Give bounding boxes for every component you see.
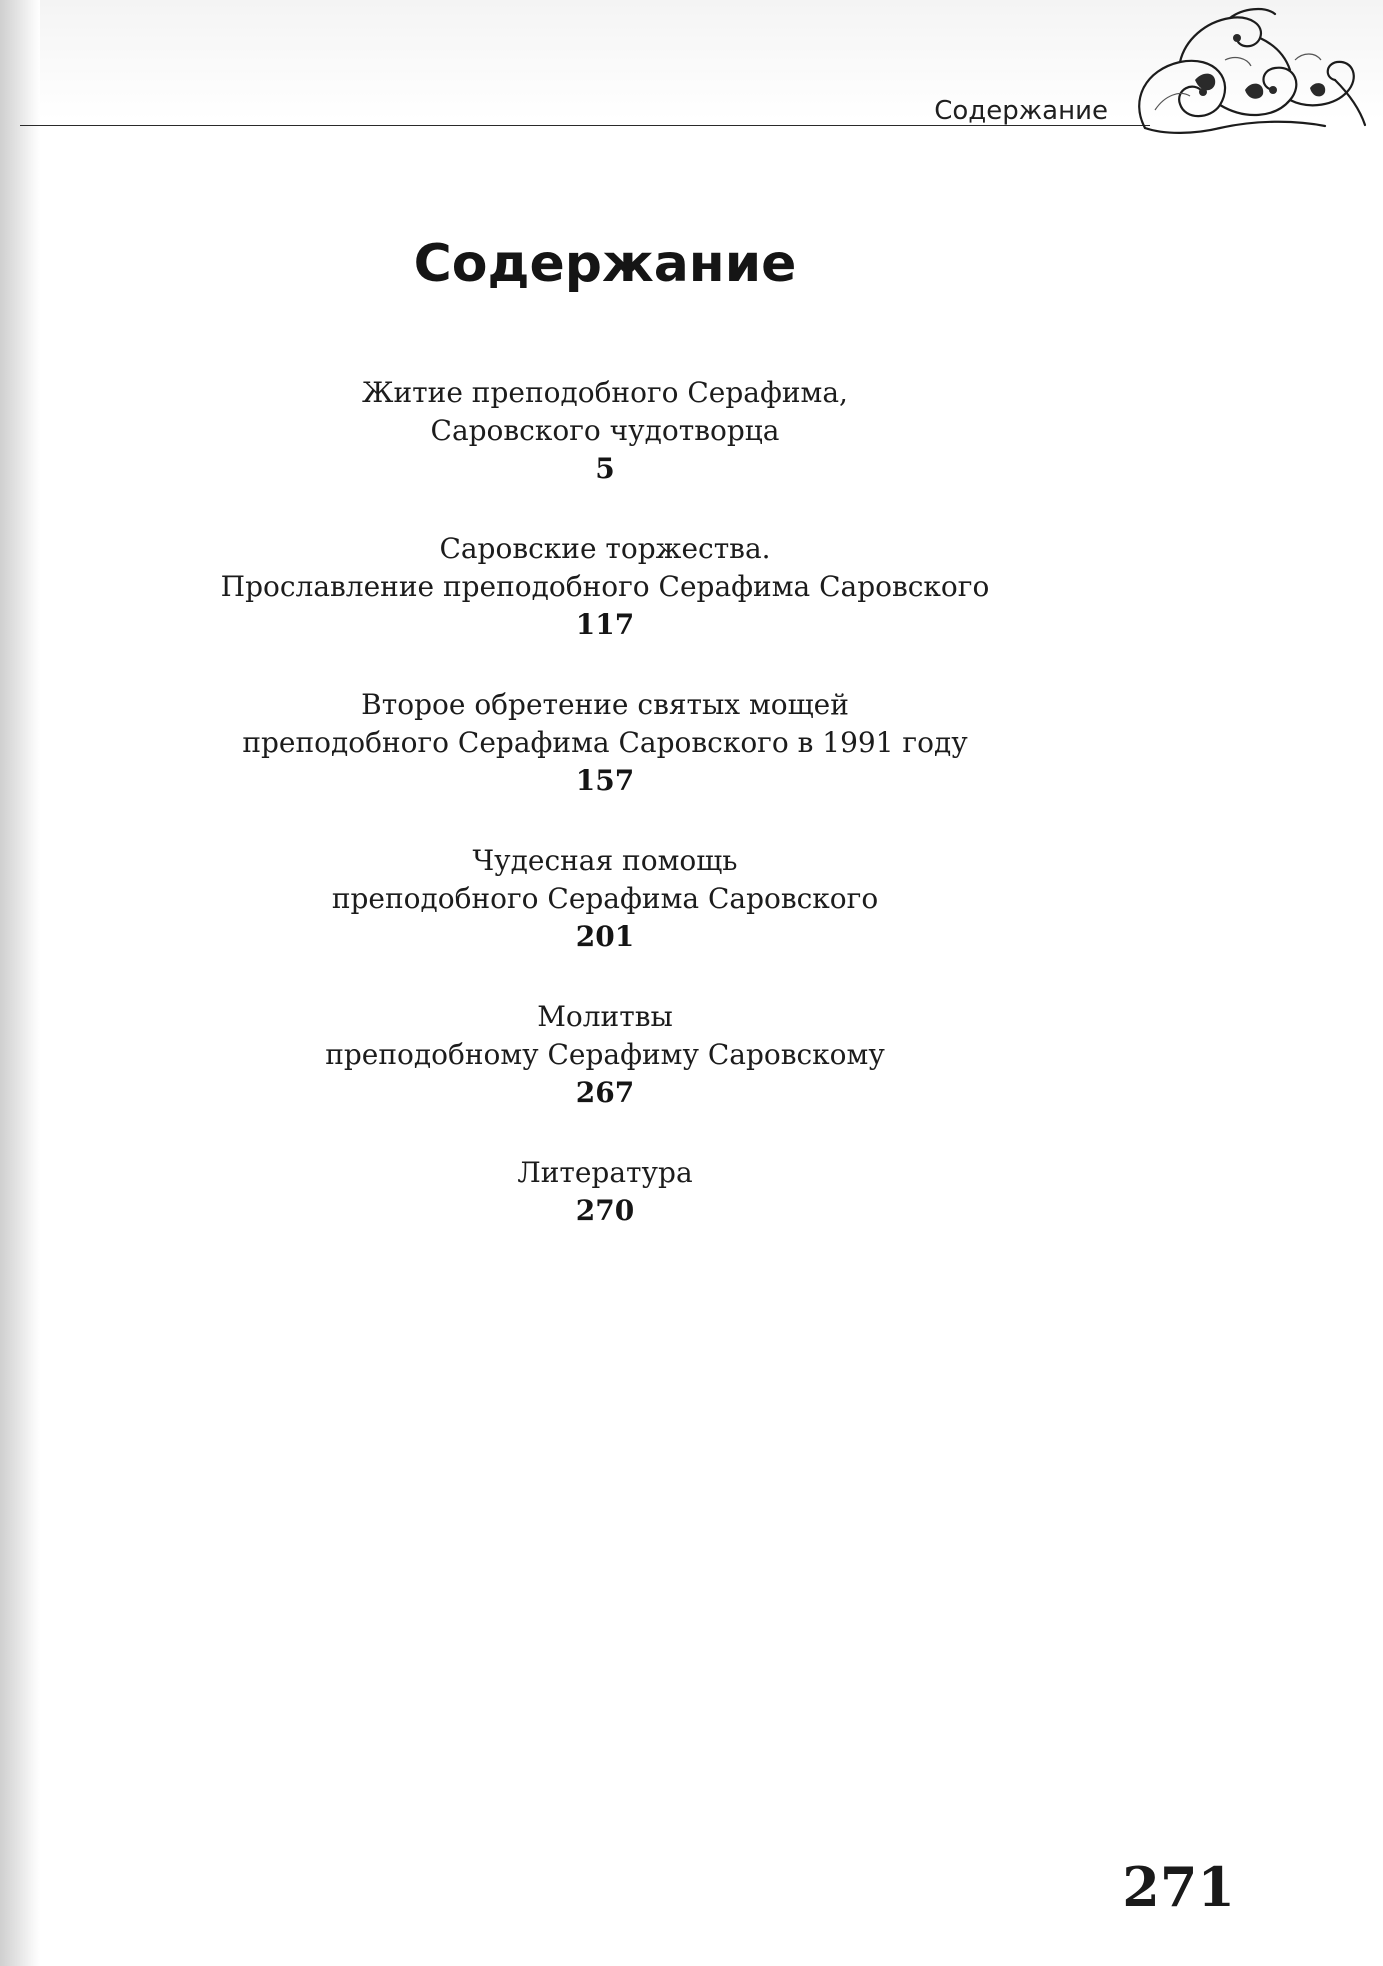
toc-entry-title-line: Житие преподобного Серафима,: [362, 376, 848, 409]
toc-entry-page-number: 270: [575, 1194, 635, 1227]
toc-entry-page-number: 157: [575, 764, 635, 797]
toc-entry-page-number: 5: [595, 452, 615, 485]
toc-entry-page-number: 267: [575, 1076, 635, 1109]
toc-entry-title-line: Прославление преподобного Серафима Саровского: [220, 570, 990, 603]
toc-entry-page-number: 117: [575, 608, 635, 641]
toc-entry: [0, 530, 1210, 644]
running-header-title: Содержание: [934, 96, 1108, 126]
toc-entry-title-line: Саровского чудотворца: [430, 414, 780, 447]
toc-entry-title-line: преподобному Серафиму Саровскому: [325, 1038, 885, 1071]
toc-entry-title-line: Саровские торжества.: [439, 532, 771, 565]
running-header: [0, 0, 1383, 160]
toc-entry: [0, 1154, 1210, 1230]
toc-entry-title-line: Второе обретение святых мощей: [361, 688, 849, 721]
toc-entry-title-line: Молитвы: [537, 1000, 673, 1033]
toc-entry-title-line: Чудесная помощь: [472, 844, 738, 877]
toc-entry: [0, 374, 1210, 488]
toc-entry: [0, 686, 1210, 800]
page-title: Содержание: [413, 234, 797, 294]
toc-entry-title-line: преподобного Серафима Саровского: [331, 882, 879, 915]
page-number: 271: [1122, 1855, 1235, 1919]
toc-entry: [0, 998, 1210, 1112]
toc-entry-title-line: преподобного Серафима Саровского в 1991 году: [242, 726, 968, 759]
flourish-ornament-icon: [1125, 0, 1370, 150]
table-of-contents: [0, 374, 1210, 1272]
toc-entry: [0, 842, 1210, 956]
toc-entry-title-line: Литература: [517, 1156, 693, 1189]
toc-entry-page-number: 201: [575, 920, 635, 953]
